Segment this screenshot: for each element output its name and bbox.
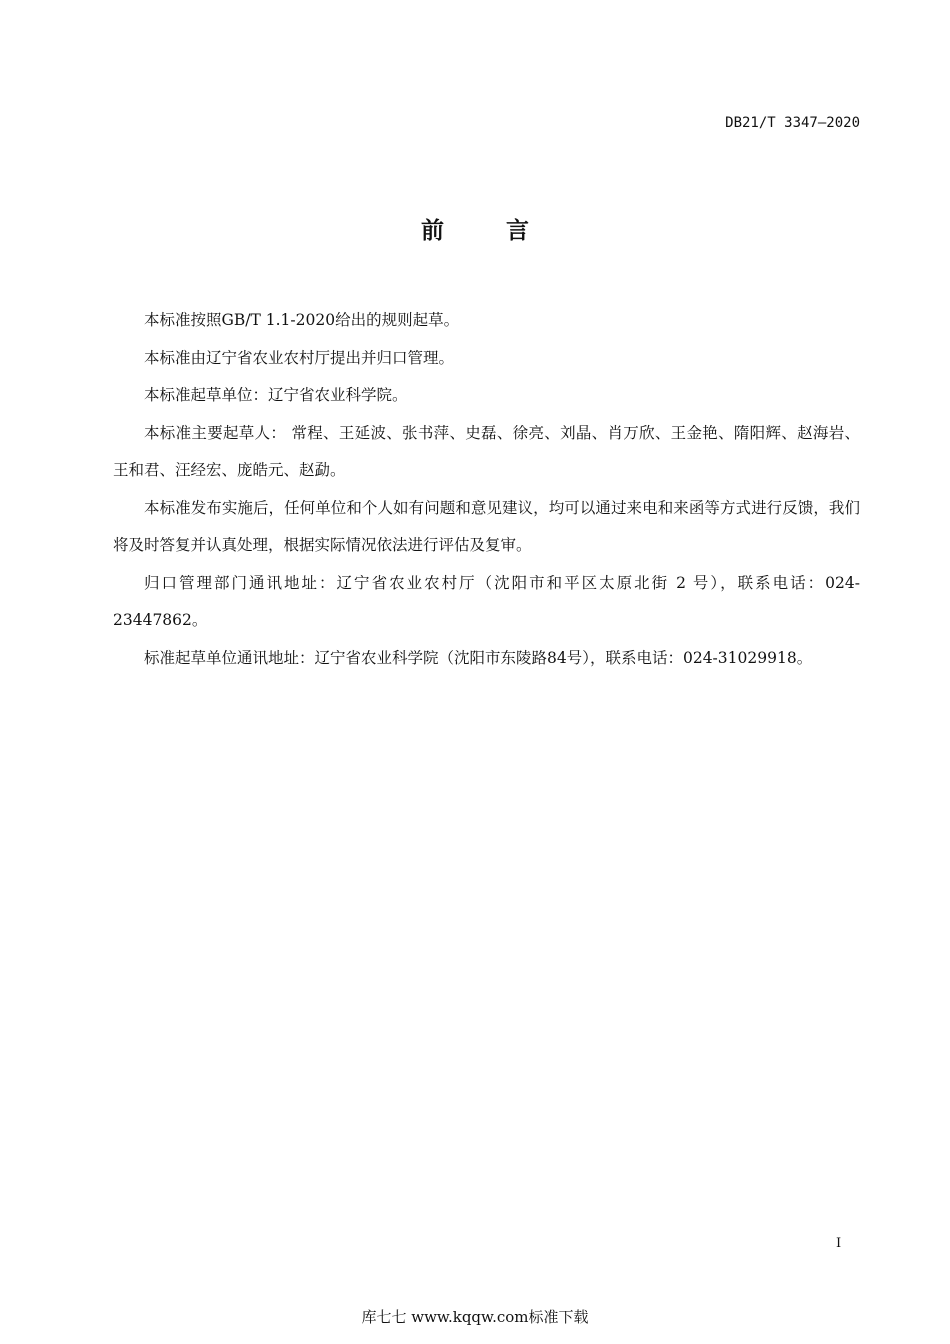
paragraph-unit-address: 标准起草单位通讯地址：辽宁省农业科学院（沈阳市东陵路84号），联系电话：024-31029918。 — [144, 648, 813, 667]
standard-code: DB21/T 3347—2020 — [725, 115, 860, 131]
paragraph-drafters: 本标准主要起草人： 常程、王延波、张书萍、史磊、徐亮、刘晶、肖万欣、王金艳、隋阳辉、赵海岩、王和君、汪经宏、庞皓元、赵勐。 — [113, 423, 860, 479]
foreword-body — [113, 302, 860, 677]
footer-watermark: 库七七 www.kqqw.com标准下载 — [361, 1308, 589, 1326]
paragraph-drafting-rules: 本标准按照GB/T 1.1-2020给出的规则起草。 — [144, 311, 460, 329]
paragraph-drafting-unit: 本标准起草单位：辽宁省农业科学院。 — [144, 386, 408, 404]
paragraph-feedback: 本标准发布实施后，任何单位和个人如有问题和意见建议，均可以通过来电和来函等方式进行反馈，我们将及时答复并认真处理，根据实际情况依法进行评估及复审。 — [113, 498, 860, 554]
paragraph-admin-address: 归口管理部门通讯地址：辽宁省农业农村厅（沈阳市和平区太原北街 2 号），联系电话：024-23447862。 — [113, 573, 860, 629]
paragraph-proposer: 本标准由辽宁省农业农村厅提出并归口管理。 — [144, 348, 455, 367]
page-number: I — [836, 1236, 842, 1251]
page-title: 前言 — [421, 218, 591, 244]
